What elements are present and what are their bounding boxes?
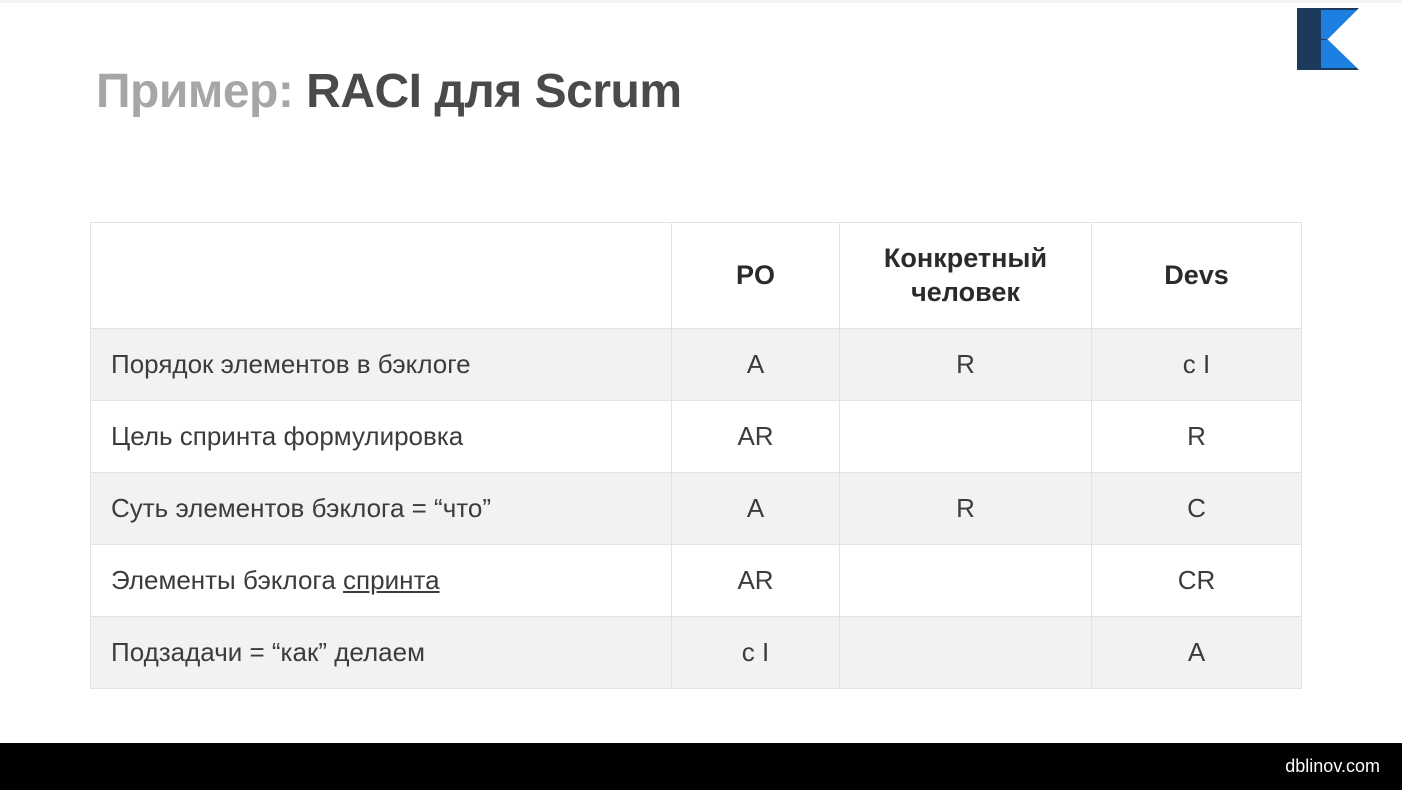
cell-task: Порядок элементов в бэклоге (91, 329, 672, 401)
cell-person (840, 545, 1092, 617)
cell-person: R (840, 473, 1092, 545)
cell-person (840, 617, 1092, 689)
footer-bar (0, 743, 1402, 790)
table-row (91, 401, 1302, 473)
table-row (91, 473, 1302, 545)
logo-vertical-label: dblinov.com (1358, 14, 1364, 50)
raci-table (90, 222, 1302, 689)
table-row (91, 329, 1302, 401)
dblinov-logo (1297, 8, 1367, 70)
cell-person: R (840, 329, 1092, 401)
column-header-devs: Devs (1092, 223, 1302, 329)
top-divider (0, 0, 1402, 3)
table-row (91, 617, 1302, 689)
column-header-person: Конкретный человек (840, 223, 1092, 329)
cell-person (840, 401, 1092, 473)
table-row (91, 545, 1302, 617)
cell-task: Суть элементов бэклога = “что” (91, 473, 672, 545)
table-body (91, 329, 1302, 689)
cell-task: Подзадачи = “как” делаем (91, 617, 672, 689)
table-header (91, 223, 1302, 329)
column-header-task (91, 223, 672, 329)
cell-po: c I (672, 617, 840, 689)
cell-devs: R (1092, 401, 1302, 473)
cell-po: A (672, 473, 840, 545)
cell-task (91, 545, 672, 617)
cell-devs: CR (1092, 545, 1302, 617)
cell-po: AR (672, 401, 840, 473)
column-header-po: PO (672, 223, 840, 329)
page-title-prefix: Пример: (96, 65, 307, 118)
footer-site-label: dblinov.com (1285, 756, 1380, 776)
cell-devs: C (1092, 473, 1302, 545)
cell-devs: A (1092, 617, 1302, 689)
cell-devs: c I (1092, 329, 1302, 401)
page-title (96, 64, 682, 119)
page-title-main: RACI для Scrum (306, 65, 682, 118)
cell-po: AR (672, 545, 840, 617)
table-header-row (91, 223, 1302, 329)
cell-po: A (672, 329, 840, 401)
cell-task: Цель спринта формулировка (91, 401, 672, 473)
cell-task-link[interactable]: спринта (343, 565, 440, 595)
cell-task-text: Элементы бэклога (111, 565, 344, 595)
